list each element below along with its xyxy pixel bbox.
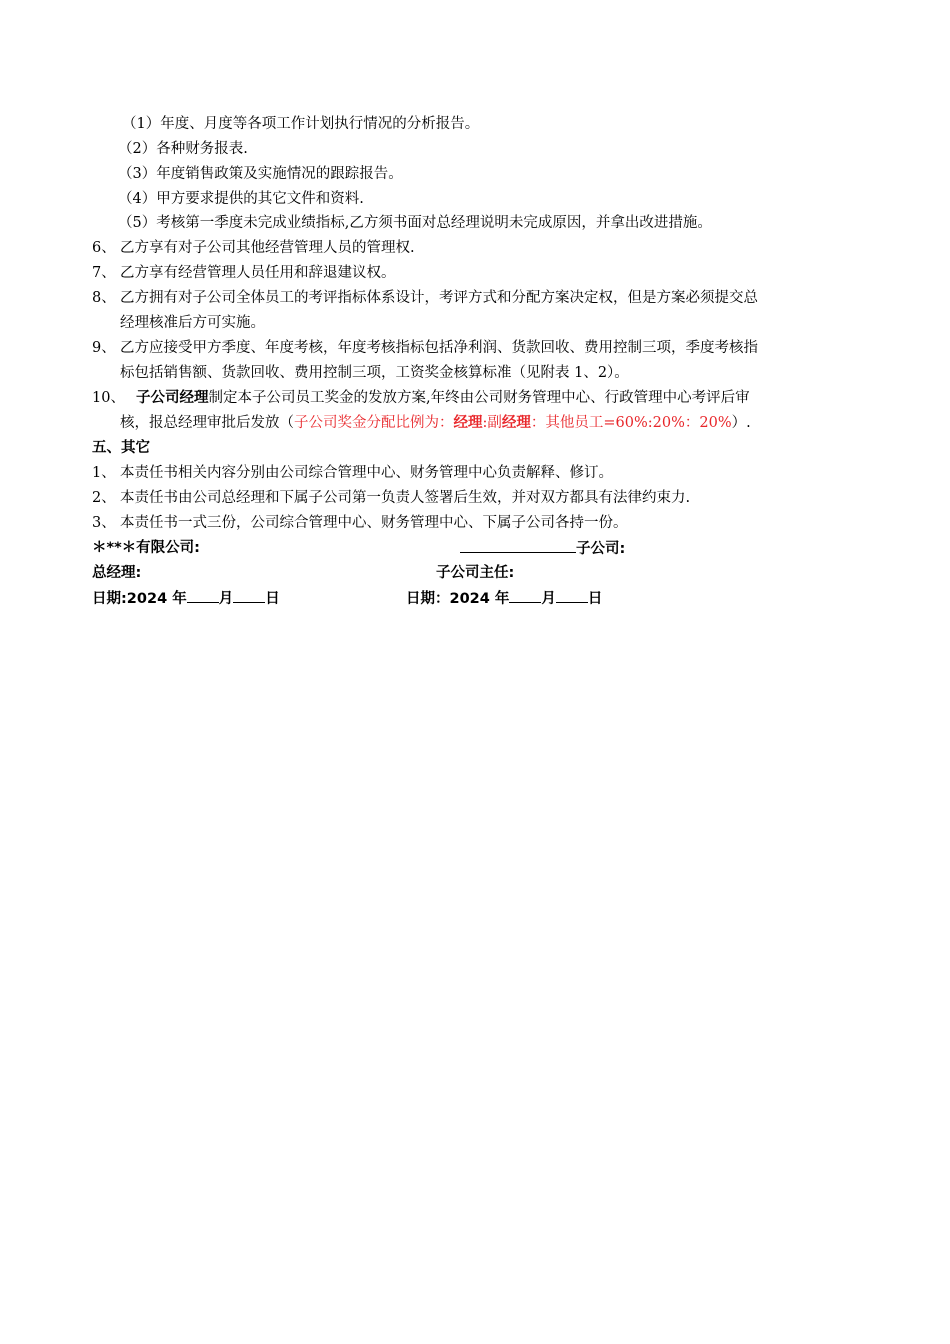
item-9-text-line2: 标包括销售额、货款回收、费用控制三项，工资奖金核算标准（见附表 1、2）。 — [120, 365, 629, 381]
section-5-item-1-number: 1、 — [92, 465, 116, 481]
date-right-day-blank[interactable] — [556, 587, 588, 603]
section-5-item-2-number: 2、 — [92, 490, 116, 506]
item-10-text-line1 — [136, 387, 750, 409]
signature-date-right — [406, 587, 602, 610]
signature-date-left — [92, 587, 280, 610]
sub-item-5: （5）考核第一季度未完成业绩指标,乙方须书面对总经理说明未完成原因，并拿出改进措施。 — [118, 215, 712, 231]
item-10-bold-lead: 子公司经理 — [136, 390, 209, 406]
date-left-month-blank[interactable] — [187, 587, 219, 603]
item-10-line2-end: ）. — [731, 415, 751, 431]
item-10-text-line2 — [120, 412, 751, 434]
signature-company-right-suffix: 子公司: — [576, 541, 626, 557]
date-left-prefix: 日期:2024 年 — [92, 591, 187, 607]
date-right-month-label: 月 — [541, 591, 556, 607]
date-right-day-label: 日 — [587, 591, 603, 607]
item-10-red-part1: 子公司奖金分配比例为： — [294, 415, 454, 431]
item-10-red-bold2: 经理 — [501, 415, 531, 431]
date-left-day-label: 日 — [265, 591, 280, 607]
sub-item-3: （3）年度销售政策及实施情况的跟踪报告。 — [118, 166, 403, 182]
item-9-number: 9、 — [92, 340, 116, 356]
item-10-number: 10、 — [92, 390, 125, 406]
sub-item-2: （2）各种财务报表. — [118, 141, 248, 157]
item-9-text-line1: 乙方应接受甲方季度、年度考核，年度考核指标包括净利润、货款回收、费用控制三项，季度考核指 — [120, 340, 758, 356]
item-8-text-line2: 经理核准后方可实施。 — [120, 315, 265, 331]
date-left-month-label: 月 — [218, 591, 234, 607]
signature-company-right — [460, 537, 625, 560]
signature-gm-label: 总经理: — [92, 565, 142, 581]
item-10-line1-rest: 制定本子公司员工奖金的发放方案,年终由公司财务管理中心、行政管理中心考评后审 — [208, 390, 750, 406]
item-7-number: 7、 — [92, 265, 116, 281]
section-5-item-1-text: 本责任书相关内容分别由公司综合管理中心、财务管理中心负责解释、修订。 — [120, 465, 613, 481]
section-5-title: 五、其它 — [92, 440, 150, 456]
item-10-red-bold1: 经理 — [453, 415, 483, 431]
sub-item-1: （1）年度、月度等各项工作计划执行情况的分析报告。 — [122, 116, 480, 132]
item-7-text: 乙方享有经营管理人员任用和辞退建议权。 — [120, 265, 396, 281]
item-10-red-part3: ：其他员工=60%:20%：20% — [530, 415, 732, 431]
sub-item-4: （4）甲方要求提供的其它文件和资料. — [118, 191, 364, 207]
date-right-prefix: 日期：2024 年 — [406, 591, 510, 607]
item-10-line2-start: 核，报总经理审批后发放（ — [120, 415, 294, 431]
date-left-day-blank[interactable] — [233, 587, 265, 603]
section-5-item-3-text: 本责任书一式三份，公司综合管理中心、财务管理中心、下属子公司各持一份。 — [120, 515, 628, 531]
item-6-number: 6、 — [92, 240, 116, 256]
item-8-text-line1: 乙方拥有对子公司全体员工的考评指标体系设计，考评方式和分配方案决定权，但是方案必须提交总 — [120, 290, 758, 306]
item-6-text: 乙方享有对子公司其他经营管理人员的管理权. — [120, 240, 415, 256]
item-8-number: 8、 — [92, 290, 116, 306]
section-5-item-3-number: 3、 — [92, 515, 116, 531]
signature-sub-director-label: 子公司主任: — [436, 565, 515, 581]
item-10-red-part2: :副 — [482, 415, 502, 431]
date-right-month-blank[interactable] — [509, 587, 541, 603]
company-name-blank[interactable] — [460, 537, 576, 553]
signature-company-left: ＊**＊有限公司: — [92, 540, 200, 556]
section-5-item-2-text: 本责任书由公司总经理和下属子公司第一负责人签署后生效，并对双方都具有法律约束力. — [120, 490, 691, 506]
